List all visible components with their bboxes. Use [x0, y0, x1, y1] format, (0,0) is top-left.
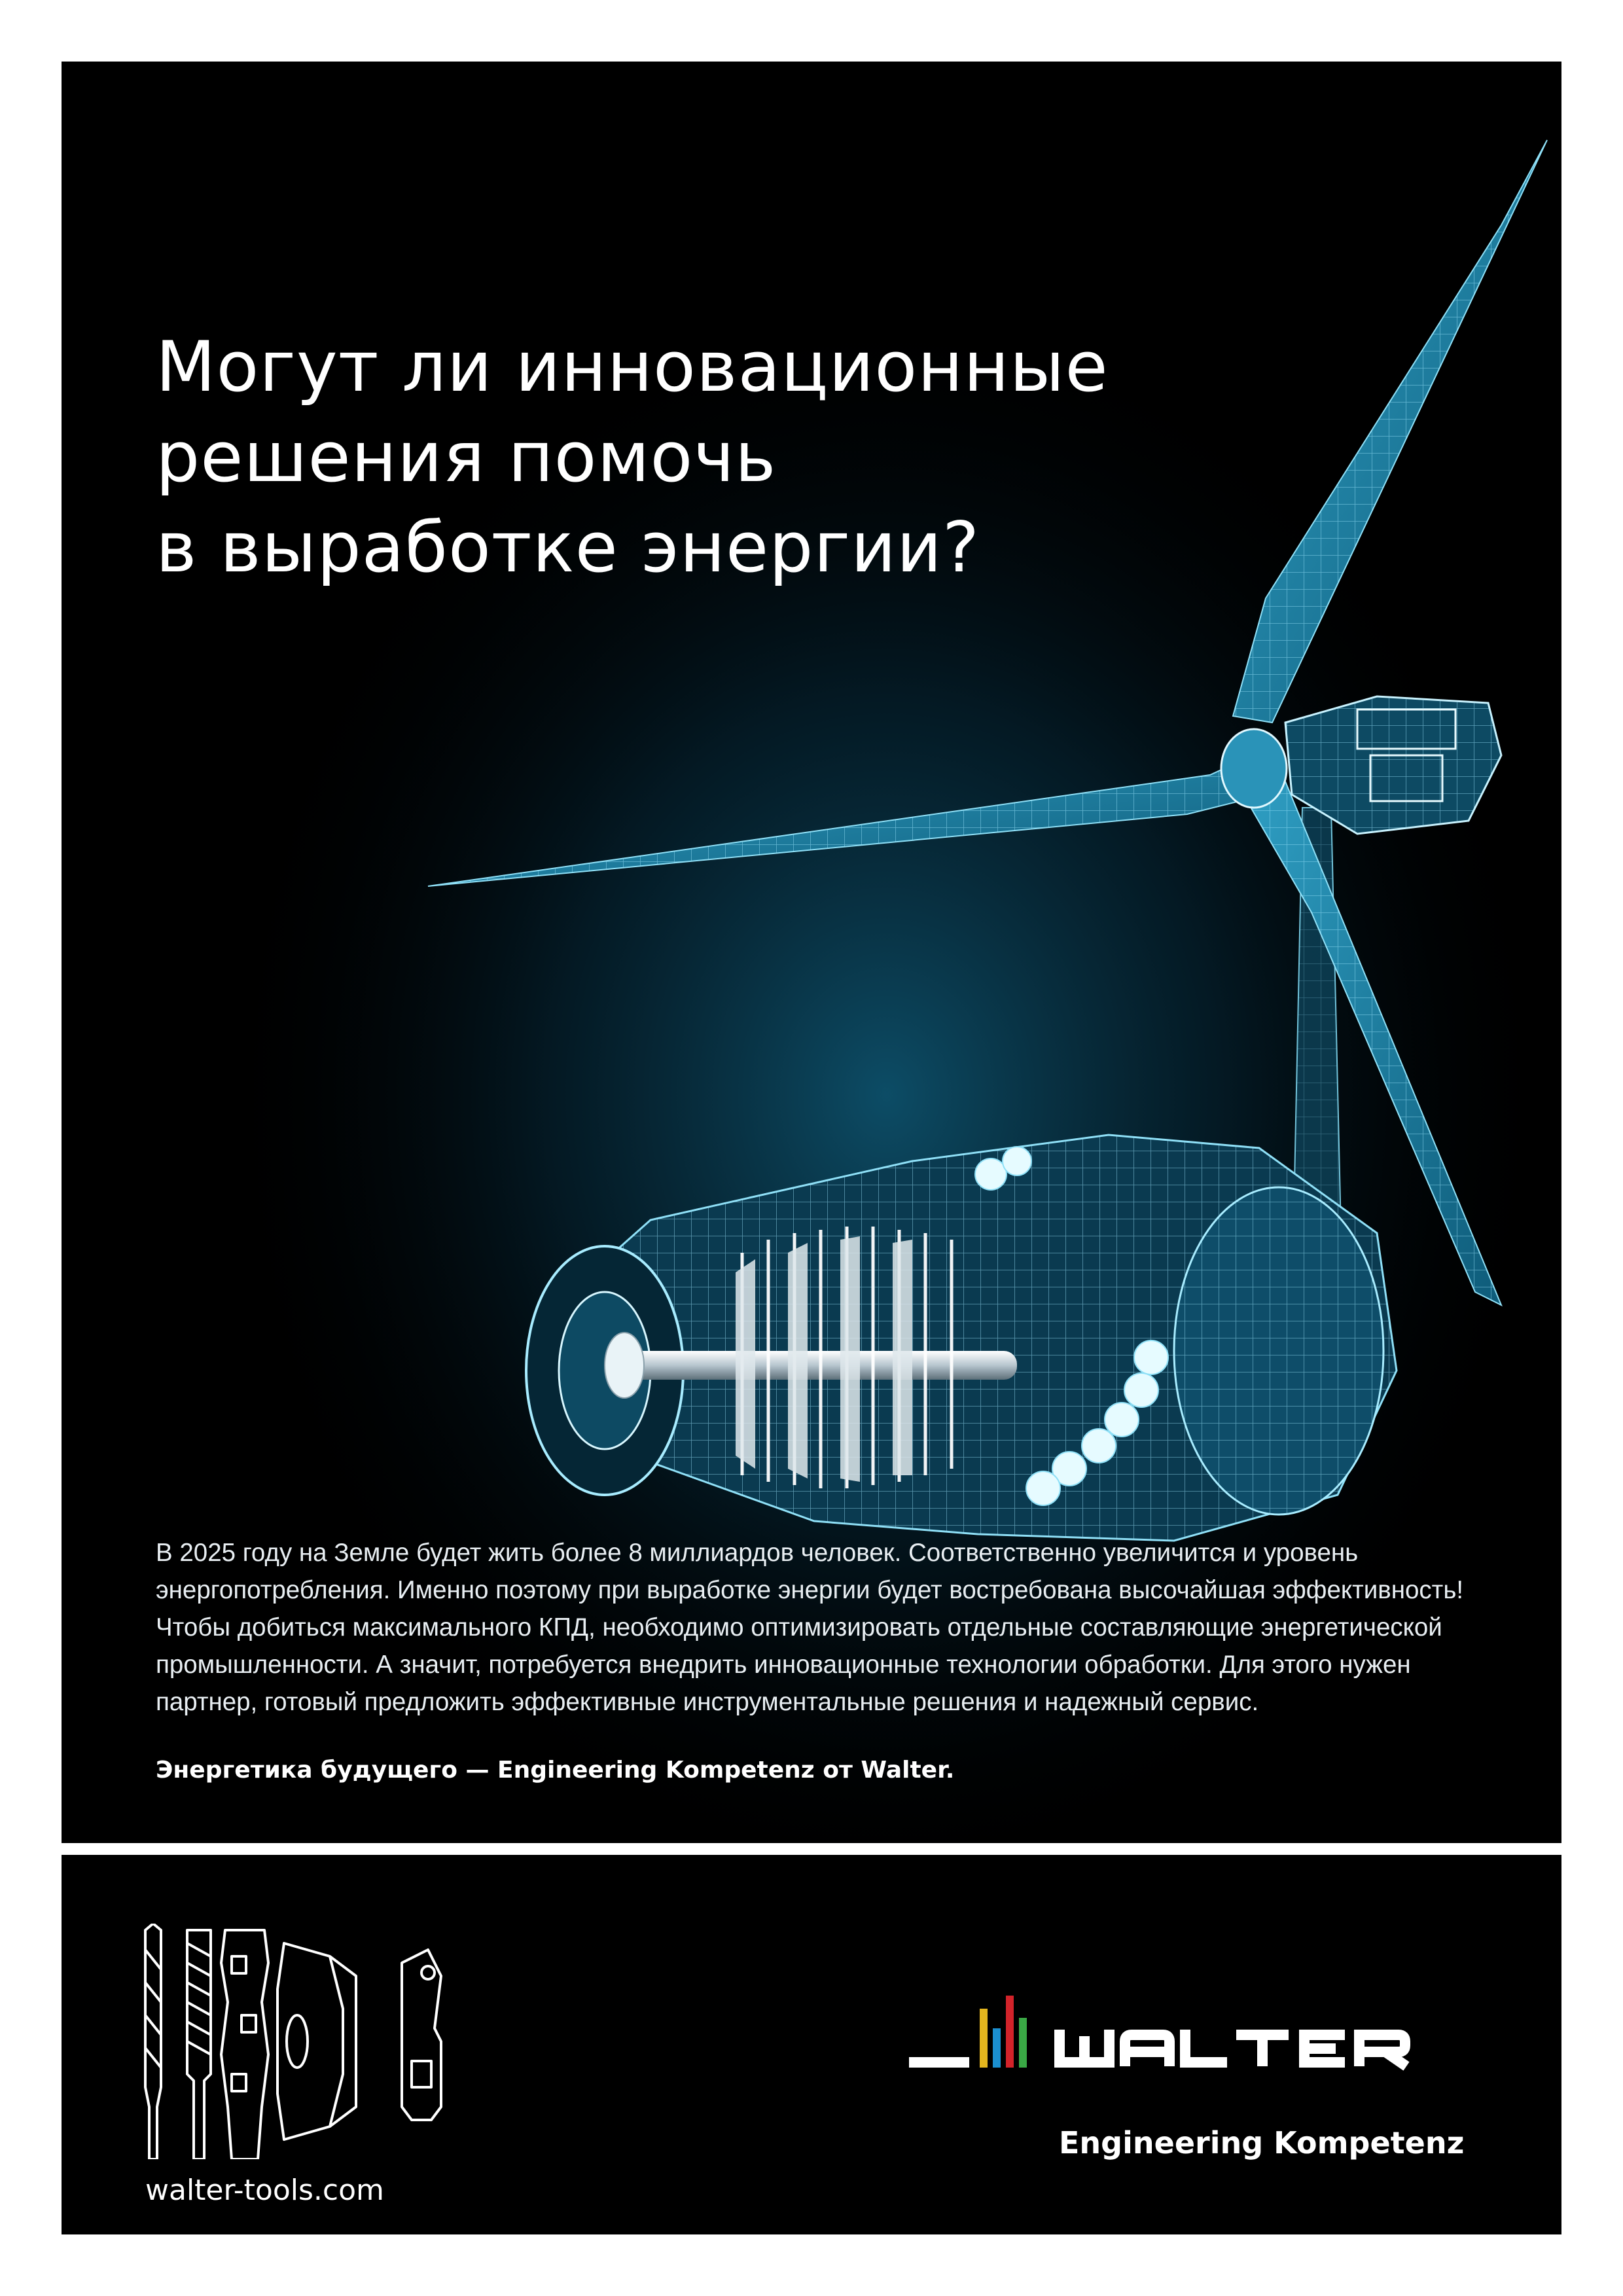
headline-line-3: в выработке энергии?: [156, 507, 980, 588]
body-paragraph: [156, 1534, 1530, 1721]
tools-icon: [134, 1924, 474, 2159]
headline-line-1: Могут ли инновационные: [156, 327, 1109, 407]
walter-logo-mark: [909, 1996, 1524, 2094]
hero-panel: [62, 62, 1561, 1843]
body-line-1: В 2025 году на Земле будет жить более 8 миллиардов человек. Соответственно увеличится и уровень: [156, 1539, 1359, 1567]
website-link[interactable]: walter-tools.com: [145, 2174, 384, 2207]
tagline: Энергетика будущего — Engineering Kompetenz от Walter.: [156, 1757, 955, 1784]
body-line-4: промышленности. А значит, потребуется внедрить инновационные технологии обработки. Для этого нужен: [156, 1651, 1411, 1679]
headline-line-2: решения помочь: [156, 417, 777, 497]
body-line-2: энергопотребления. Именно поэтому при выработке энергии будет востребована высочайшая эффективность!: [156, 1576, 1464, 1604]
body-line-5: партнер, готовый предложить эффективные инструментальные решения и надежный сервис.: [156, 1688, 1259, 1716]
walter-logo: [909, 1996, 1524, 2205]
footer-panel: [62, 1855, 1561, 2234]
logo-subtitle: Engineering Kompetenz: [1059, 2125, 1465, 2161]
body-line-3: Чтобы добиться максимального КПД, необходимо оптимизировать отдельные составляющие энергетической: [156, 1613, 1442, 1641]
